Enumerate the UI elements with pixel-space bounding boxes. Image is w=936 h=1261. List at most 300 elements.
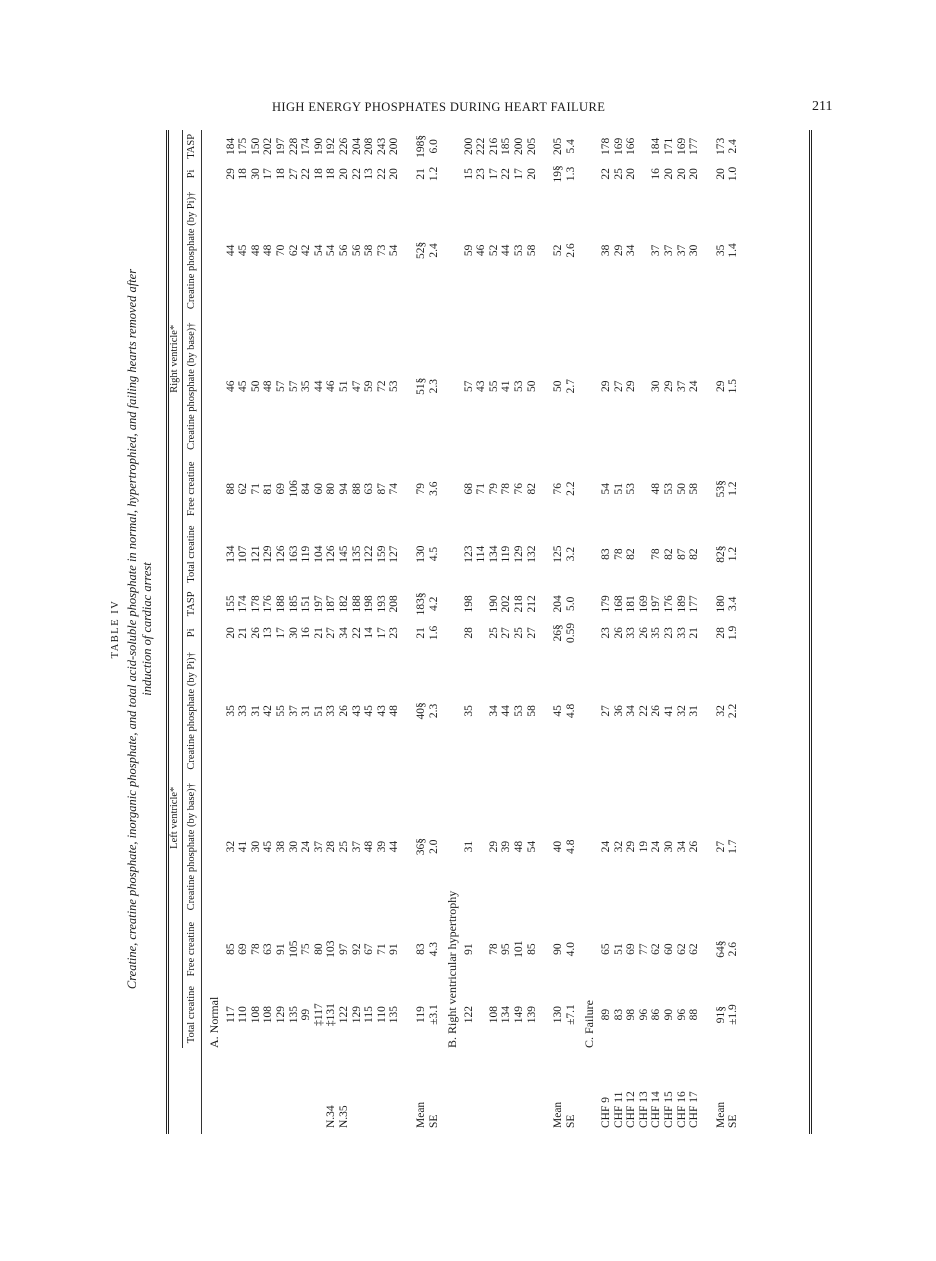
table-cell: 57 — [287, 380, 300, 392]
table-cell: 1.9 — [727, 625, 740, 641]
table-cell: 36 — [612, 705, 625, 717]
table-cell: 52 — [552, 244, 565, 257]
table-cell: 29 — [714, 380, 727, 392]
table-cell: 135 — [287, 1005, 300, 1024]
table-cell: 91§ — [714, 1005, 727, 1024]
table-cell: 32 — [612, 840, 625, 853]
table-cell: 41 — [237, 840, 250, 853]
table-cell: 204 — [350, 137, 363, 155]
table-row — [488, 130, 501, 1134]
table-cell: 2.4 — [427, 243, 440, 258]
table-cell: 200 — [462, 137, 475, 155]
table-cell: 52§ — [414, 241, 427, 260]
table-cell: 26§ — [552, 624, 565, 642]
table-cell: 200 — [388, 137, 401, 155]
table-cell: 27 — [600, 705, 613, 717]
row-label — [500, 1048, 513, 1134]
table-cell: 4.0 — [564, 941, 577, 957]
table-cell: 83 — [414, 943, 427, 955]
table-cell: 163 — [287, 545, 300, 563]
table-cell: 17 — [513, 168, 526, 180]
gap-cell — [701, 130, 715, 1134]
table-cell: 169 — [675, 137, 688, 155]
table-cell: 2.2 — [727, 703, 740, 719]
table-cell: 173 — [714, 137, 727, 155]
table-cell: 24 — [300, 840, 313, 853]
table-cell: 78 — [500, 482, 513, 495]
table-cell: 84 — [300, 482, 313, 495]
table-cell: 2.2 — [564, 481, 577, 496]
table-cell: 129 — [513, 545, 526, 563]
table-row — [638, 130, 651, 1134]
table-cell: 24 — [650, 840, 663, 853]
table-cell: 119 — [414, 1006, 427, 1023]
table-cell: 216 — [487, 137, 500, 155]
row-label — [275, 1048, 288, 1134]
table-cell: 18 — [325, 168, 338, 180]
table-row — [300, 130, 313, 1134]
row-label — [475, 1048, 488, 1134]
table-cell: 129 — [262, 545, 275, 563]
table-cell: 103 — [325, 940, 338, 958]
table-cell: 83 — [600, 548, 613, 560]
table-cell: 2.6 — [727, 941, 740, 957]
table-cell: 122 — [363, 545, 376, 563]
table-cell — [475, 917, 488, 981]
table-cell: 30 — [663, 840, 675, 853]
table-cell: 130 — [552, 1005, 565, 1024]
row-label: SE — [727, 1114, 740, 1128]
table-cell: 30 — [688, 244, 701, 257]
left-column-header: Free creatine — [186, 921, 197, 977]
table-cell: 48 — [363, 840, 376, 853]
table-cell: 46 — [325, 380, 338, 392]
table-cell: 37 — [663, 244, 675, 257]
table-cell: 48 — [249, 244, 262, 257]
table-row — [600, 130, 613, 1134]
table-cell: 177 — [688, 137, 701, 155]
section-title: B. Right ventricular hypertrophy — [445, 890, 460, 1048]
table-cell: 21 — [414, 627, 427, 639]
table-cell: 42 — [262, 705, 275, 717]
table-cell: 29 — [487, 840, 500, 853]
table-cell: 50 — [675, 482, 688, 495]
table-cell: 125 — [552, 545, 565, 563]
table-cell — [638, 457, 651, 521]
table-cell: 41 — [500, 380, 513, 392]
table-cell: 32 — [714, 705, 727, 717]
summary-row — [715, 130, 728, 1134]
table-cell: 17 — [375, 627, 388, 639]
table-cell: 19§ — [552, 165, 565, 183]
table-cell: 46 — [224, 380, 237, 392]
row-label: SE — [427, 1114, 440, 1128]
table-cell: 38 — [600, 244, 613, 257]
table-cell: 64§ — [714, 940, 727, 958]
table-cell: 78 — [487, 943, 500, 955]
table-row — [275, 130, 288, 1134]
table-cell — [475, 981, 488, 1048]
table-cell: 30 — [287, 840, 300, 853]
table-cell: 28 — [325, 840, 338, 853]
table-cell: 45 — [552, 705, 565, 717]
table-cell: 184 — [224, 137, 237, 155]
table-cell: 115 — [363, 1006, 376, 1023]
table-cell: ±3.1 — [427, 1004, 440, 1025]
table-cell: 34 — [337, 627, 350, 639]
table-cell: 48 — [650, 482, 663, 495]
table-cell: 58 — [363, 244, 376, 257]
table-cell — [475, 646, 488, 777]
table-cell: 34 — [625, 244, 638, 257]
table-cell: 98 — [625, 1008, 638, 1021]
table-cell: 129 — [274, 1005, 287, 1024]
table-cell: 40§ — [414, 702, 427, 720]
table-cell: 30 — [650, 380, 663, 392]
row-label — [513, 1048, 526, 1134]
row-label: Mean — [714, 1101, 727, 1128]
row-label — [313, 1048, 326, 1134]
table-cell: 74 — [388, 482, 401, 495]
table-cell: 126 — [325, 545, 338, 563]
group-header-row — [169, 130, 183, 1134]
row-label: N.34 — [325, 1105, 338, 1128]
table-cell: 47 — [350, 380, 363, 392]
row-label — [225, 1048, 238, 1134]
table-cell: 26 — [688, 840, 701, 853]
table-cell: 16 — [650, 168, 663, 180]
table-cell: 3.6 — [427, 481, 440, 496]
table-cell: 33 — [325, 705, 338, 717]
table-cell: 135 — [350, 545, 363, 563]
table-cell: 58 — [525, 244, 538, 257]
table-row — [463, 130, 476, 1134]
table-cell: 88 — [224, 482, 237, 495]
table-cell: 26 — [337, 705, 350, 717]
table-cell: 91 — [462, 943, 475, 955]
table-cell: 35 — [714, 244, 727, 257]
row-label — [488, 1048, 501, 1134]
table-cell: 18 — [274, 168, 287, 180]
table-cell: 48 — [262, 380, 275, 392]
table-cell: 91 — [388, 943, 401, 955]
table-cell: 78 — [249, 943, 262, 955]
table-cell: 2.6 — [564, 243, 577, 258]
table-cell: 18 — [312, 168, 325, 180]
table-cell: 54 — [525, 840, 538, 853]
table-cell: ±1.9 — [727, 1004, 740, 1025]
table-cell: 21 — [688, 627, 701, 639]
table-cell: 79 — [414, 482, 427, 495]
table-cell: 27 — [500, 627, 513, 639]
right-column-header: Pi — [186, 169, 197, 179]
table-cell: 17 — [262, 168, 275, 180]
table-cell: 1.2 — [427, 166, 440, 182]
table-cell: 114 — [475, 545, 488, 563]
table-cell: 26 — [612, 627, 625, 639]
table-cell: 62 — [237, 482, 250, 495]
table-cell: 3.2 — [564, 546, 577, 562]
table-cell: 50 — [552, 380, 565, 392]
table-caption — [108, 124, 155, 1134]
table-cell: 185 — [500, 137, 513, 155]
table-cell: 50 — [249, 380, 262, 392]
table-cell: 62 — [688, 943, 701, 955]
row-label: CHF 17 — [688, 1091, 701, 1128]
table-cell: 53 — [513, 705, 526, 717]
table-cell: 2.7 — [564, 379, 577, 394]
table-cell: 35 — [300, 380, 313, 392]
table-cell: 2.0 — [427, 839, 440, 854]
row-label: CHF 11 — [612, 1091, 625, 1128]
table-cell: 18 — [237, 168, 250, 180]
table-cell: 48 — [388, 705, 401, 717]
table-cell: 190 — [487, 595, 500, 613]
table-row — [663, 130, 676, 1134]
table-cell: 82 — [663, 548, 675, 560]
table-cell: 62 — [650, 943, 663, 955]
summary-row — [727, 130, 740, 1134]
table-cell — [475, 776, 488, 917]
section-row — [440, 130, 463, 1134]
table-cell: 96 — [637, 1008, 650, 1021]
table-cell: 20 — [224, 627, 237, 639]
table-cell: 171 — [663, 137, 675, 155]
table-cell: 2.3 — [427, 379, 440, 394]
table-cell: 22 — [300, 168, 313, 180]
table-cell: 183§ — [414, 592, 427, 616]
table-label: TABLE IV — [110, 599, 121, 659]
table-cell: 212 — [525, 595, 538, 613]
gap-cell — [538, 130, 552, 1134]
table-cell: 205 — [525, 137, 538, 155]
table-cell: 22 — [600, 168, 613, 180]
table-cell: 126 — [274, 545, 287, 563]
table-cell: 88 — [350, 482, 363, 495]
left-column-header: Pi — [186, 628, 197, 638]
row-label: CHF 13 — [637, 1091, 650, 1128]
left-column-header: Creatine phosphate (by base)† — [186, 782, 197, 911]
table-cell: 130 — [414, 545, 427, 563]
table-cell: 20 — [625, 168, 638, 180]
table-cell: 91 — [274, 943, 287, 955]
row-label: CHF 12 — [625, 1091, 638, 1128]
table-cell: 1.4 — [727, 243, 740, 258]
table-cell: 60 — [312, 482, 325, 495]
table-cell: 122 — [462, 1005, 475, 1024]
section-spacer — [577, 1048, 600, 1134]
table-cell: 59 — [363, 380, 376, 392]
table-cell: 187 — [325, 595, 338, 613]
table-cell: 1.2 — [727, 481, 740, 496]
table-cell: 175 — [237, 137, 250, 155]
right-column-header: Creatine phosphate (by Pi)† — [186, 191, 197, 310]
table-cell: 189 — [675, 595, 688, 613]
table-cell: 22 — [637, 705, 650, 717]
table-cell: 21 — [414, 168, 427, 180]
table-cell: 67 — [363, 943, 376, 955]
table-row — [338, 130, 351, 1134]
table-cell: 54 — [600, 482, 613, 495]
summary-row — [565, 130, 578, 1134]
table-cell: 181 — [625, 595, 638, 613]
table-cell: 43 — [350, 705, 363, 717]
table-cell: 119 — [300, 545, 313, 563]
table-cell: 14 — [363, 627, 376, 639]
table-cell: 83 — [612, 1008, 625, 1021]
table-cell: 23 — [600, 627, 613, 639]
table-cell: 197 — [650, 595, 663, 613]
table-cell: 69 — [237, 943, 250, 955]
table-cell: 29 — [625, 840, 638, 853]
table-cell: 54 — [388, 244, 401, 257]
row-label-header — [169, 1048, 183, 1134]
table-cell: ‡131 — [325, 1003, 338, 1027]
table-cell: 22 — [500, 168, 513, 180]
left-column-header: TASP — [186, 591, 197, 617]
table-cell: 51 — [337, 380, 350, 392]
page-number: 211 — [812, 99, 833, 114]
table-cell: 53 — [663, 482, 675, 495]
table-cell: 87 — [375, 482, 388, 495]
table-cell: 62 — [287, 244, 300, 257]
table-title: Creatine, creatine phosphate, inorganic phosphate, and total acid-soluble phosphate in normal, hypertrophied, and failing hearts removed after induction of cardiac arrest — [125, 268, 154, 990]
table-cell: 20 — [525, 168, 538, 180]
table-cell: 99 — [300, 1008, 313, 1021]
table-row — [475, 130, 488, 1134]
table-cell: 40 — [552, 840, 565, 853]
table-cell: 21 — [237, 627, 250, 639]
table-cell: 36§ — [414, 838, 427, 856]
table-cell: 2.4 — [727, 139, 740, 154]
table-cell: 51 — [612, 943, 625, 955]
table-cell: 31 — [688, 705, 701, 717]
table-cell: 4.8 — [564, 839, 577, 854]
table-cell: 29 — [600, 380, 613, 392]
table-cell: 33 — [625, 627, 638, 639]
table-cell: 31 — [249, 705, 262, 717]
row-label — [262, 1048, 275, 1134]
table-row — [676, 130, 689, 1134]
table-row — [351, 130, 364, 1134]
table-cell: 177 — [688, 595, 701, 613]
table-cell: 169 — [612, 137, 625, 155]
table-cell: 48 — [262, 244, 275, 257]
table-row — [363, 130, 376, 1134]
section-title: A. Normal — [207, 996, 221, 1048]
table-cell: 1.7 — [727, 839, 740, 854]
table-cell: 198§ — [414, 134, 427, 158]
table-cell: 188 — [350, 595, 363, 613]
table-cell: 25 — [612, 168, 625, 180]
table-cell: 90 — [663, 1008, 675, 1021]
row-label: CHF 14 — [650, 1091, 663, 1128]
table-cell: 129 — [350, 1005, 363, 1024]
table-cell: 19 — [637, 840, 650, 853]
table-cell: 81 — [262, 482, 275, 495]
table-row — [288, 130, 301, 1134]
table-cell: 134 — [487, 545, 500, 563]
table-cell: 32 — [224, 840, 237, 853]
table-cell: 174 — [300, 137, 313, 155]
table-cell: 30 — [249, 168, 262, 180]
table-cell: 16 — [300, 627, 313, 639]
table-cell: 28 — [462, 627, 475, 639]
table-cell: 58 — [688, 482, 701, 495]
table-cell: 168 — [612, 595, 625, 613]
table-cell: 20 — [714, 168, 727, 180]
table-cell: 20 — [337, 168, 350, 180]
table-cell: ‡117 — [312, 1003, 325, 1026]
row-label — [526, 1048, 539, 1134]
table-cell: 0.59 — [564, 622, 577, 643]
table-row — [526, 130, 539, 1134]
table-cell: 28 — [714, 627, 727, 639]
row-label: SE — [564, 1114, 577, 1128]
table-cell: 23 — [388, 627, 401, 639]
row-label — [388, 1048, 401, 1134]
table-cell: 4.3 — [427, 941, 440, 957]
table-row — [650, 130, 663, 1134]
row-label — [363, 1048, 376, 1134]
right-ventricle-header: Right ventricle* — [169, 130, 183, 588]
table-cell: 71 — [249, 482, 262, 495]
table-cell: 54 — [325, 244, 338, 257]
table-cell: 5.4 — [564, 139, 577, 154]
table-cell: 119 — [500, 545, 513, 563]
table-cell: 85 — [525, 943, 538, 955]
table-cell: 27 — [325, 627, 338, 639]
table-cell: 121 — [249, 545, 262, 563]
table-cell: 108 — [262, 1005, 275, 1024]
row-label: CHF 16 — [675, 1091, 688, 1128]
table-cell: 39 — [375, 840, 388, 853]
table-cell: 205 — [552, 137, 565, 155]
table-cell: 4.5 — [427, 546, 440, 562]
row-label: CHF 9 — [600, 1097, 613, 1128]
table-row — [513, 130, 526, 1134]
table-cell: 107 — [237, 545, 250, 563]
table-cell: 200 — [513, 137, 526, 155]
table-cell: 27 — [287, 168, 300, 180]
right-column-header: TASP — [186, 133, 197, 159]
table-cell: 188 — [274, 595, 287, 613]
table-cell: 34 — [487, 705, 500, 717]
table-cell: 20 — [675, 168, 688, 180]
table-cell: 20 — [663, 168, 675, 180]
table-row — [250, 130, 263, 1134]
table-cell: 185 — [287, 595, 300, 613]
table-row — [688, 130, 701, 1134]
table-cell: 1.3 — [564, 166, 577, 182]
row-label: N.35 — [337, 1105, 350, 1128]
table-cell: 174 — [237, 595, 250, 613]
table-cell: 179 — [600, 595, 613, 613]
table-cell: 150 — [249, 137, 262, 155]
table-cell: 4.2 — [427, 596, 440, 612]
table-cell: 178 — [600, 137, 613, 155]
table-cell: 97 — [337, 943, 350, 955]
summary-row — [428, 130, 441, 1134]
table-cell: 73 — [375, 244, 388, 257]
table-cell: 96 — [675, 1008, 688, 1021]
table-cell: 32 — [675, 705, 688, 717]
table-cell: 13 — [262, 627, 275, 639]
table-cell: 69 — [625, 943, 638, 955]
table-row — [613, 130, 626, 1134]
table-cell: 169 — [637, 595, 650, 613]
table-cell: 192 — [325, 137, 338, 155]
